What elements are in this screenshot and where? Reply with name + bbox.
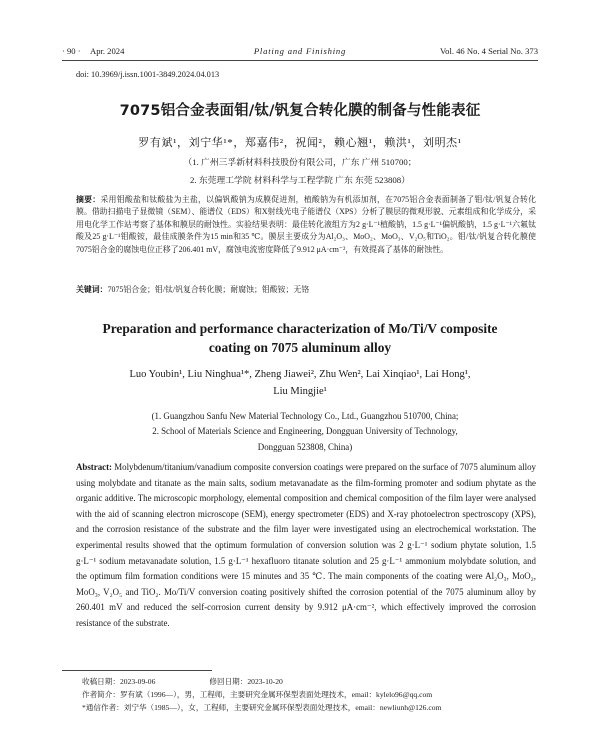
english-abstract-text: Molybdenum/titanium/vanadium composite conversion coatings were prepared on the surface of 7075 aluminum alloy using molybdate and titanate as the main salts, sodium metavanadate as the film-forming promoter and sodium phytate as the organic additive. The microscopic morphology, elemental composition and chemical composition of the film layer were analysed with the aid of scanning electron microscope (SEM), energy spectrometer (EDS) and X-ray photoelectron spectroscopy (XPS), and the corrosion resistance of the substrate and the film layer were investigated using an electrochemical workstation. The experimental results showed that the optimum formulation of conversion solution was 2 g·L⁻¹ sodium phytate solution, 1.5 g·L⁻¹ sodium metavanadate solution, 1.5 g·L⁻¹ hexafluoro titanate solution and 25 g·L⁻¹ ammonium molybdate solution, and the optimum film formation conditions were 15 minutes and 35 ℃. The main components of the coating were Al₂O₃, MoO₂, MoO₃, V₂O₅ and TiO₂. Mo/Ti/V conversion coating positively shifted the corrosion potential of the 7075 aluminum alloy by 260.401 mV and reduced the self-corrosion current density by 9.912 μA·cm⁻², which effectively improved the corrosion resistance of the substrate. xyxy=(76,462,536,628)
english-title-line-1: Preparation and performance characterization of Mo/Ti/V composite xyxy=(102,321,498,336)
chinese-abstract-label: 摘要： xyxy=(76,195,101,204)
header-rule xyxy=(62,60,538,61)
chinese-abstract-text: 采用钼酸盐和钛酸盐为主盐，以偏钒酸钠为成膜促进剂，植酸钠为有机添加剂，在7075铝合金表面制备了钼/钛/钒复合转化膜。借助扫描电子显微镜（SEM）、能谱仪（EDS）和X射线光电子能谱仪（XPS）分析了膜层的微观形貌、元素组成和化学成分，采用电化学工作站考察了基体和膜层的耐蚀性。实验结果表明：最佳转化液组方为2 g·L⁻¹植酸钠，1.5 g·L⁻¹偏钒酸钠，1.5 g·L⁻¹六氟钛酸及25 g·L⁻¹钼酸铵，最佳成膜条件为15 min和35 ℃。膜层主要成分为Al₂O₃、MoO₂、MoO₃、V₂O₅和TiO₂。钼/钛/钒复合转化膜使7075铝合金的腐蚀电位正移了206.401 mV，腐蚀电流密度降低了9.912 μA·cm⁻²，有效提高了基体的耐蚀性。 xyxy=(76,195,536,254)
journal-name: Plating and Finishing xyxy=(253,46,347,56)
english-authors-line-2: Liu Mingjie¹ xyxy=(273,385,327,397)
english-affiliation-3: Dongguan 523808, China) xyxy=(257,441,353,452)
chinese-title: 7075铝合金表面钼/钛/钒复合转化膜的制备与性能表征 xyxy=(119,103,481,119)
issue-date: Apr. 2024 xyxy=(90,46,125,56)
english-title-line-2: coating on 7075 aluminum alloy xyxy=(208,340,392,355)
running-header xyxy=(62,44,538,58)
english-authors xyxy=(50,367,550,400)
english-title xyxy=(40,319,560,357)
page-number: · 90 · xyxy=(62,46,81,56)
footnote-corresponding-author: *通信作者：刘宁华（1985—），女，工程师，主要研究金属环保型表面处理技术，email：newliunh@126.com xyxy=(82,703,442,712)
chinese-keywords xyxy=(76,284,536,296)
english-affiliation-2: 2. School of Materials Science and Engineering, Dongguan University of Technology, xyxy=(152,426,458,437)
chinese-affiliation-1: （1. 广州三孚新材料科技股份有限公司，广东 广州 510700； xyxy=(183,157,417,167)
volume-info: Vol. 46 No. 4 Serial No. 373 xyxy=(440,46,538,56)
english-authors-line-1: Luo Youbin¹, Liu Ninghua¹*, Zheng Jiawei², Zhu Wen², Lai Xinqiao¹, Lai Hong¹, xyxy=(129,369,471,380)
chinese-keywords-text: 7075铝合金；钼/钛/钒复合转化膜；耐腐蚀；钼酸铵；无铬 xyxy=(107,285,310,294)
chinese-keywords-label: 关键词： xyxy=(76,285,108,294)
english-affiliations xyxy=(80,409,530,455)
revised-date: 修回日期：2023-10-20 xyxy=(209,677,283,686)
english-abstract xyxy=(76,460,536,632)
chinese-authors: 罗有斌¹，刘宁华¹*，郑嘉伟²，祝闻²，赖心翘¹，赖洪¹，刘明杰¹ xyxy=(138,137,462,149)
english-abstract-label: Abstract: xyxy=(76,462,112,472)
chinese-affiliation-2: 2. 东莞理工学院 材料科学与工程学院 广东 东莞 523808） xyxy=(190,175,410,185)
chinese-abstract xyxy=(76,194,536,256)
received-date: 收稿日期：2023-09-06 xyxy=(82,677,156,686)
doi: doi: 10.3969/j.issn.1001-3849.2024.04.013 xyxy=(76,70,220,79)
footnote-dates xyxy=(82,676,283,688)
footnote-author-intro: 作者简介：罗有斌（1996—），男，工程师，主要研究金属环保型表面处理技术，email：kylelo96@qq.com xyxy=(82,690,433,699)
footnote-rule xyxy=(62,670,212,671)
english-affiliation-1: (1. Guangzhou Sanfu New Material Technology Co., Ltd., Guangzhou 510700, China; xyxy=(151,411,459,421)
